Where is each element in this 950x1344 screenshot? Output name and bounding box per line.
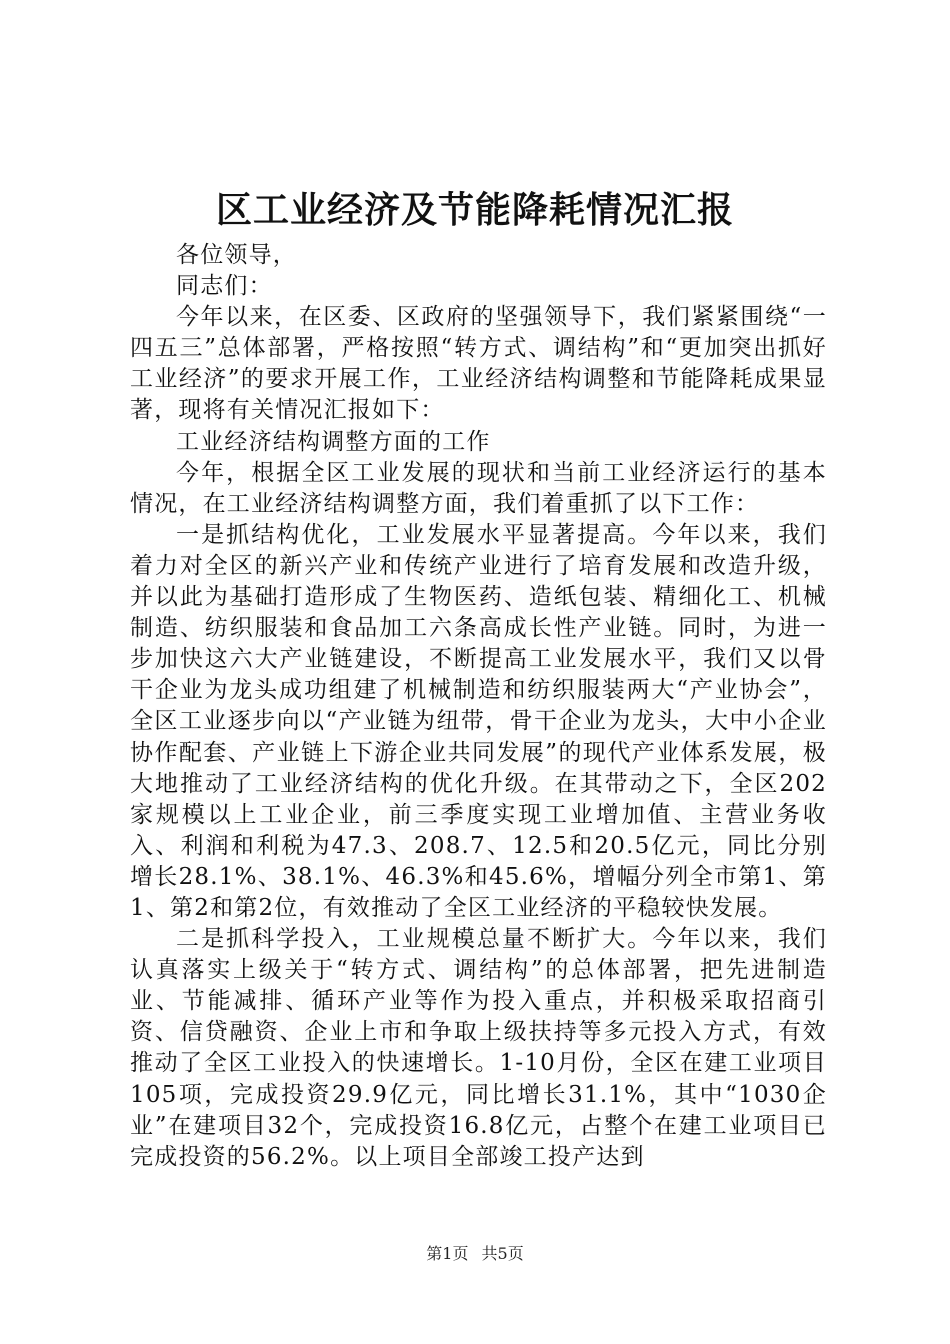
section-intro-paragraph: 今年，根据全区工业发展的现状和当前工业经济运行的基本情况，在工业经济结构调整方面，我们着重抓了以下工作： <box>130 459 827 517</box>
page-total: 共5页 <box>481 1244 524 1263</box>
section-heading: 工业经济结构调整方面的工作 <box>176 428 491 455</box>
page-number: 第1页 <box>426 1244 469 1263</box>
intro-paragraph: 今年以来，在区委、区政府的坚强领导下，我们紧紧围绕“一四五三”总体部署，严格按照“转方式、调结构”和“更加突出抓好工业经济”的要求开展工作，工业经济结构调整和节能降耗成果显著，现将有关情况汇报如下： <box>130 304 827 424</box>
document-body <box>130 240 827 1173</box>
paragraph-scientific-investment: 二是抓科学投入，工业规模总量不断扩大。今年以来，我们认真落实上级关于“转方式、调结构”的总体部署，把先进制造业、节能减排、循环产业等作为投入重点，并积极采取招商引资、信贷融资、企业上市和争取上级扶持等多元投入方式，有效推动了全区工业投入的快速增长。1-10月份，全区在建工业项目105项，完成投资29.9亿元，同比增长31.1%，其中“1030企业”在建项目32个，完成投资16.8亿元，占整个在建工业项目已完成投资的56.2%。以上项目全部竣工投产达到 <box>130 926 827 1170</box>
paragraph-structure-optimization: 一是抓结构优化，工业发展水平显著提高。今年以来，我们着力对全区的新兴产业和传统产业进行了培育发展和改造升级，并以此为基础打造形成了生物医药、造纸包装、精细化工、机械制造、纺织服装和食品加工六条高成长性产业链。同时，为进一步加快这六大产业链建设，不断提高工业发展水平，我们又以骨干企业为龙头成功组建了机械制造和纺织服装两大“产业协会”，全区工业逐步向以“产业链为纽带，骨干企业为龙头，大中小企业协作配套、产业链上下游企业共同发展”的现代产业体系发展，极大地推动了工业经济结构的优化升级。在其带动之下，全区202家规模以上工业企业，前三季度实现工业增加值、主营业务收入、利润和利税为47.3、208.7、12.5和20.5亿元，同比分别增长28.1%、38.1%、46.3%和45.6%，增幅分列全市第1、第1、第2和第2位，有效推动了全区工业经济的平稳较快发展。 <box>130 521 827 921</box>
salutation-leaders: 各位领导， <box>176 242 297 268</box>
page-footer <box>0 1243 950 1265</box>
salutation-comrades: 同志们： <box>176 273 273 300</box>
document-title: 区工业经济及节能降耗情况汇报 <box>215 189 734 231</box>
